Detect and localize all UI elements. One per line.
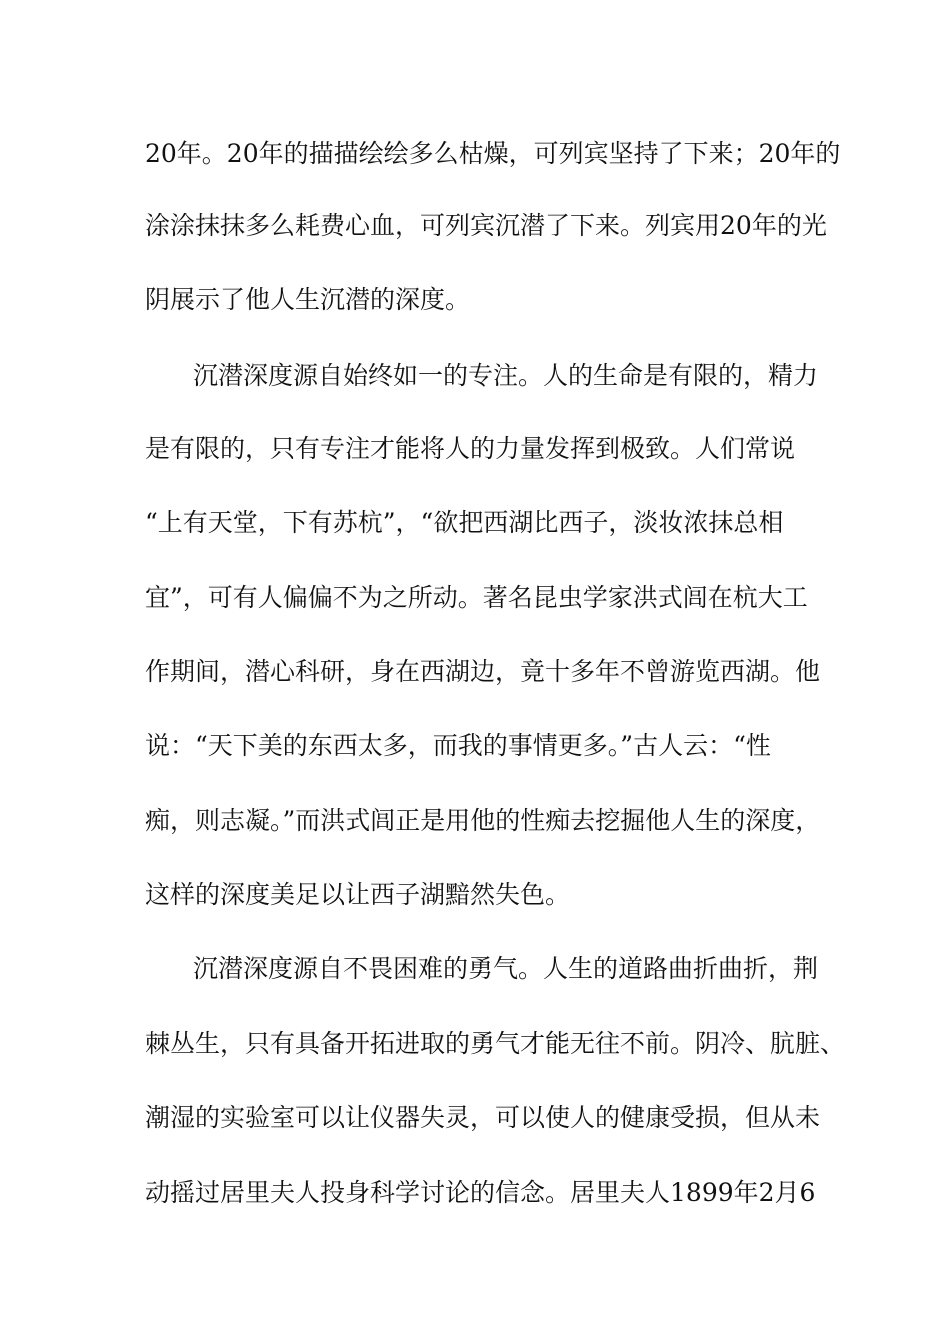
text-line: 痴，则志凝。”而洪式闾正是用他的性痴去挖掘他人生的深度， — [145, 806, 821, 835]
text-line: 这样的深度美足以让西子湖黯然失色。 — [145, 880, 571, 909]
text-line: 20年。20年的描描绘绘多么枯燥，可列宾坚持了下来；20年的 — [145, 139, 841, 168]
text-line: 潮湿的实验室可以让仪器失灵，可以使人的健康受损，但从未 — [145, 1103, 821, 1132]
text-line: 是有限的，只有专注才能将人的力量发挥到极致。人们常说 — [145, 434, 796, 463]
text-line: 阴展示了他人生沉潜的深度。 — [145, 285, 471, 314]
text-line: 涂涂抹抹多么耗费心血，可列宾沉潜了下来。列宾用20年的光 — [145, 211, 827, 240]
text-line: 动摇过居里夫人投身科学讨论的信念。居里夫人1899年2月6 — [145, 1178, 816, 1207]
text-line: 沉潜深度源自不畏困难的勇气。人生的道路曲折曲折，荆 — [193, 954, 819, 983]
text-line: 沉潜深度源自始终如一的专注。人的生命是有限的，精力 — [193, 361, 819, 390]
text-line: 宜”，可有人偏偏不为之所动。著名昆虫学家洪式闾在杭大工 — [145, 583, 808, 612]
text-line: 作期间，潜心科研，身在西湖边，竟十多年不曾游览西湖。他 — [145, 657, 821, 686]
text-line: 棘丛生，只有具备开拓进取的勇气才能无往不前。阴冷、肮脏、 — [145, 1029, 846, 1058]
text-line: “上有天堂，下有苏杭”，“欲把西湖比西子，淡妆浓抹总相 — [145, 508, 784, 537]
text-line: 说：“天下美的东西太多，而我的事情更多。”古人云：“性 — [145, 731, 771, 760]
